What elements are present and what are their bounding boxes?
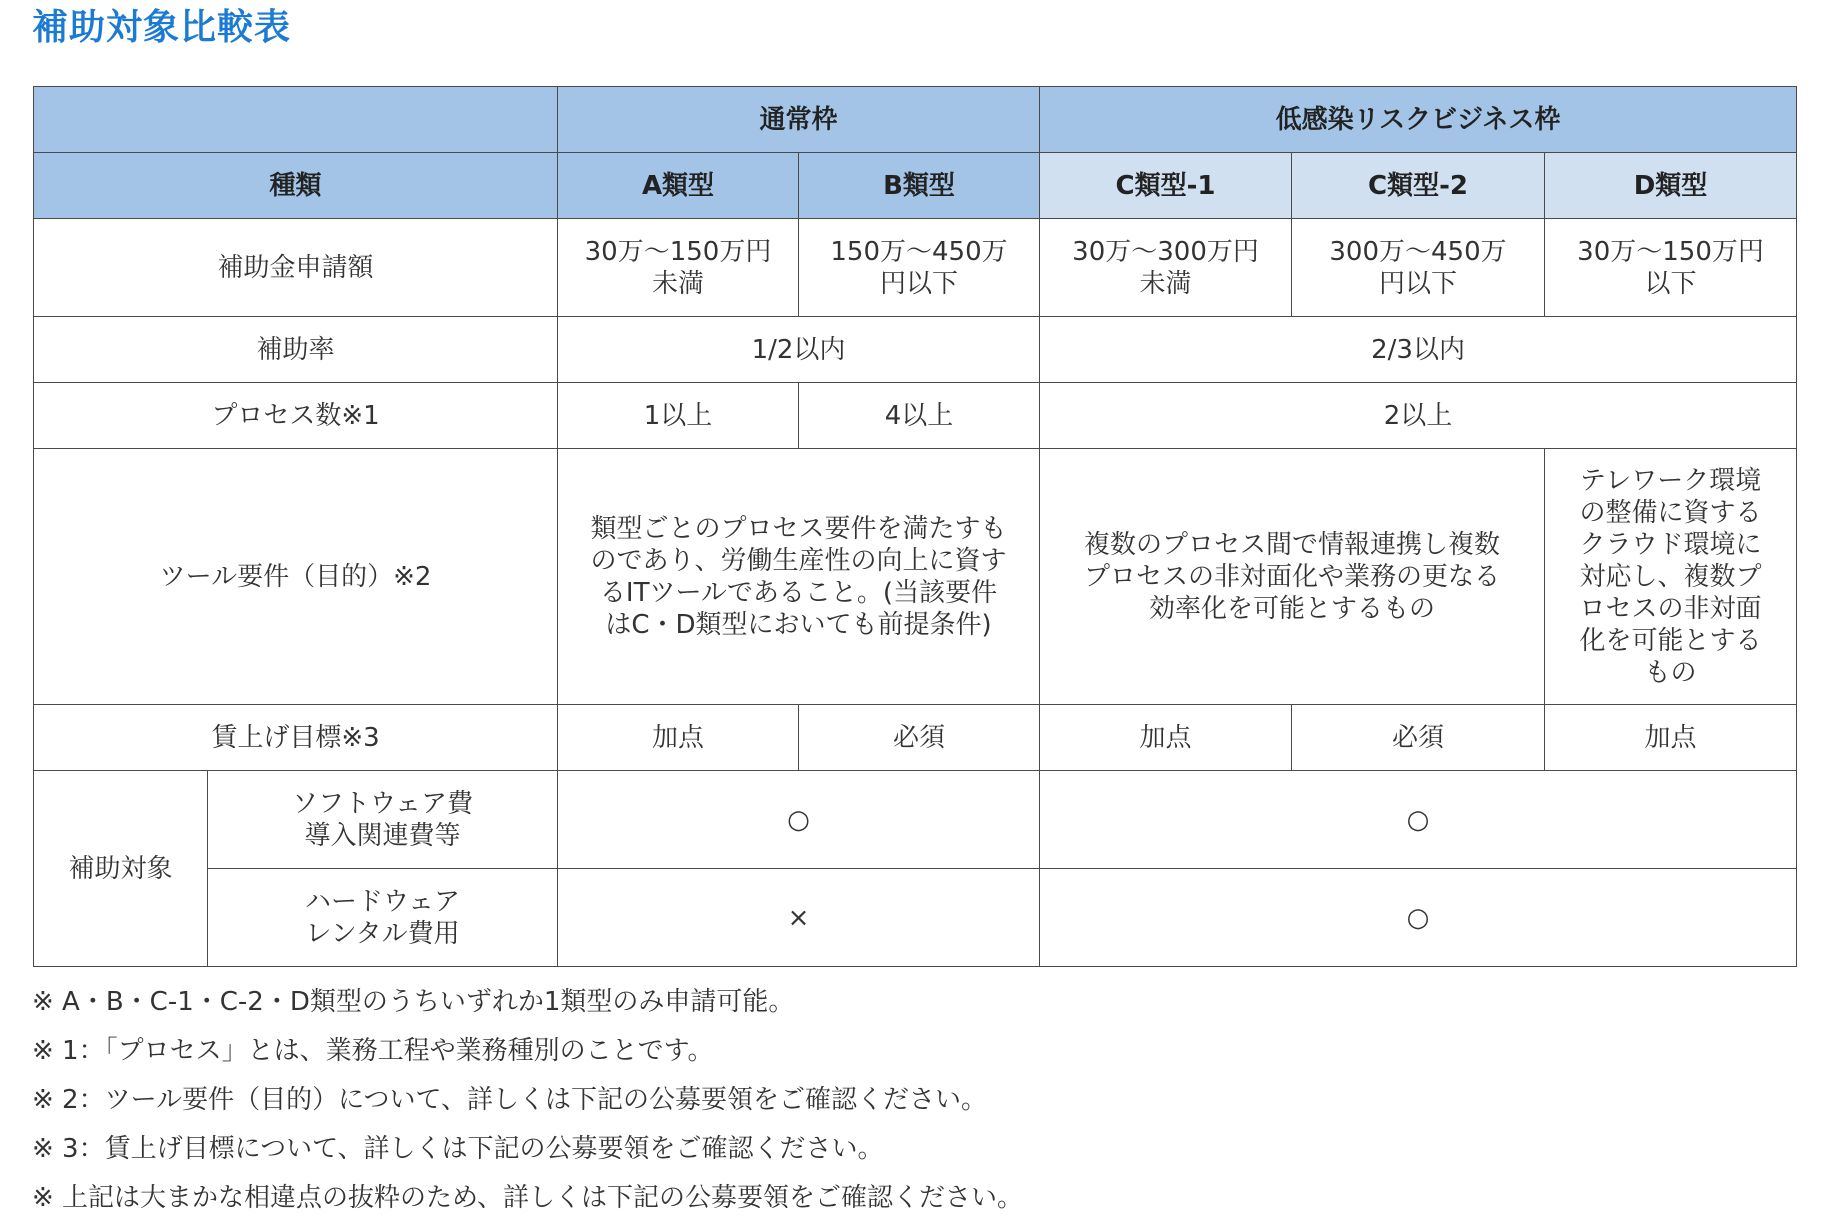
row-label-wage: 賃上げ目標※3 [34, 705, 558, 771]
header-type-row [34, 153, 1797, 219]
header-kind: 種類 [34, 153, 558, 219]
row-tool [34, 449, 1797, 705]
header-type-c2: C類型-2 [1292, 153, 1545, 219]
cell-amount-a: 30万〜150万円 未満 [558, 219, 799, 317]
cell-tool-c: 複数のプロセス間で情報連携し複数 プロセスの非対面化や業務の更なる 効率化を可能とするもの [1040, 449, 1545, 705]
cell-tool-d: テレワーク環境 の整備に資する クラウド環境に 対応し、複数プ ロセスの非対面 化を可能とする もの [1545, 449, 1797, 705]
page-title: 補助対象比較表 [32, 7, 292, 48]
header-type-c1: C類型-1 [1040, 153, 1292, 219]
footnote: ※ 1：「プロセス」とは、業務工程や業務種別のことです。 [32, 1036, 714, 1066]
header-group-row [34, 87, 1797, 153]
footnote: ※ 上記は大まかな相違点の抜粋のため、詳しくは下記の公募要領をご確認ください。 [32, 1183, 1024, 1213]
cell-amount-d: 30万〜150万円 以下 [1545, 219, 1797, 317]
cell-amount-c1: 30万〜300万円 未満 [1040, 219, 1292, 317]
cell-wage-c1: 加点 [1040, 705, 1292, 771]
row-label-hardware: ハードウェア レンタル費用 [208, 869, 558, 967]
cell-amount-b: 150万〜450万 円以下 [799, 219, 1040, 317]
row-label-tool: ツール要件（目的）※2 [34, 449, 558, 705]
row-label-amount: 補助金申請額 [34, 219, 558, 317]
row-software [34, 771, 1797, 869]
row-process [34, 383, 1797, 449]
header-blank-cell [34, 87, 558, 153]
cell-process-cd: 2以上 [1040, 383, 1797, 449]
cell-wage-a: 加点 [558, 705, 799, 771]
cell-rate-normal: 1/2以内 [558, 317, 1040, 383]
row-hardware [34, 869, 1797, 967]
cell-tool-normal: 類型ごとのプロセス要件を満たすも のであり、労働生産性の向上に資す るITツールであること。(当該要件 はC・D類型においても前提条件) [558, 449, 1040, 705]
cell-process-b: 4以上 [799, 383, 1040, 449]
cell-amount-c2: 300万〜450万 円以下 [1292, 219, 1545, 317]
cell-hardware-lowinfection: ○ [1040, 869, 1797, 967]
cell-rate-lowinfection: 2/3以内 [1040, 317, 1797, 383]
cell-software-normal: ○ [558, 771, 1040, 869]
cell-hardware-normal: × [558, 869, 1040, 967]
footnote: ※ 3：賃上げ目標について、詳しくは下記の公募要領をご確認ください。 [32, 1134, 884, 1164]
header-type-d: D類型 [1545, 153, 1797, 219]
footnote: ※ 2：ツール要件（目的）について、詳しくは下記の公募要領をご確認ください。 [32, 1085, 988, 1115]
cell-process-a: 1以上 [558, 383, 799, 449]
cell-wage-b: 必須 [799, 705, 1040, 771]
row-label-software: ソフトウェア費 導入関連費等 [208, 771, 558, 869]
row-label-process: プロセス数※1 [34, 383, 558, 449]
row-amount [34, 219, 1797, 317]
row-wage [34, 705, 1797, 771]
cell-wage-c2: 必須 [1292, 705, 1545, 771]
row-rate [34, 317, 1797, 383]
cell-software-lowinfection: ○ [1040, 771, 1797, 869]
footnotes [32, 978, 1023, 1223]
cell-wage-d: 加点 [1545, 705, 1797, 771]
header-group-normal: 通常枠 [558, 87, 1040, 153]
row-label-rate: 補助率 [34, 317, 558, 383]
comparison-table [33, 86, 1797, 967]
row-label-subsidy: 補助対象 [34, 771, 208, 967]
header-type-b: B類型 [799, 153, 1040, 219]
footnote: ※ A・B・C-1・C-2・D類型のうちいずれか1類型のみ申請可能。 [32, 987, 795, 1017]
header-group-lowinfection: 低感染リスクビジネス枠 [1040, 87, 1797, 153]
header-type-a: A類型 [558, 153, 799, 219]
